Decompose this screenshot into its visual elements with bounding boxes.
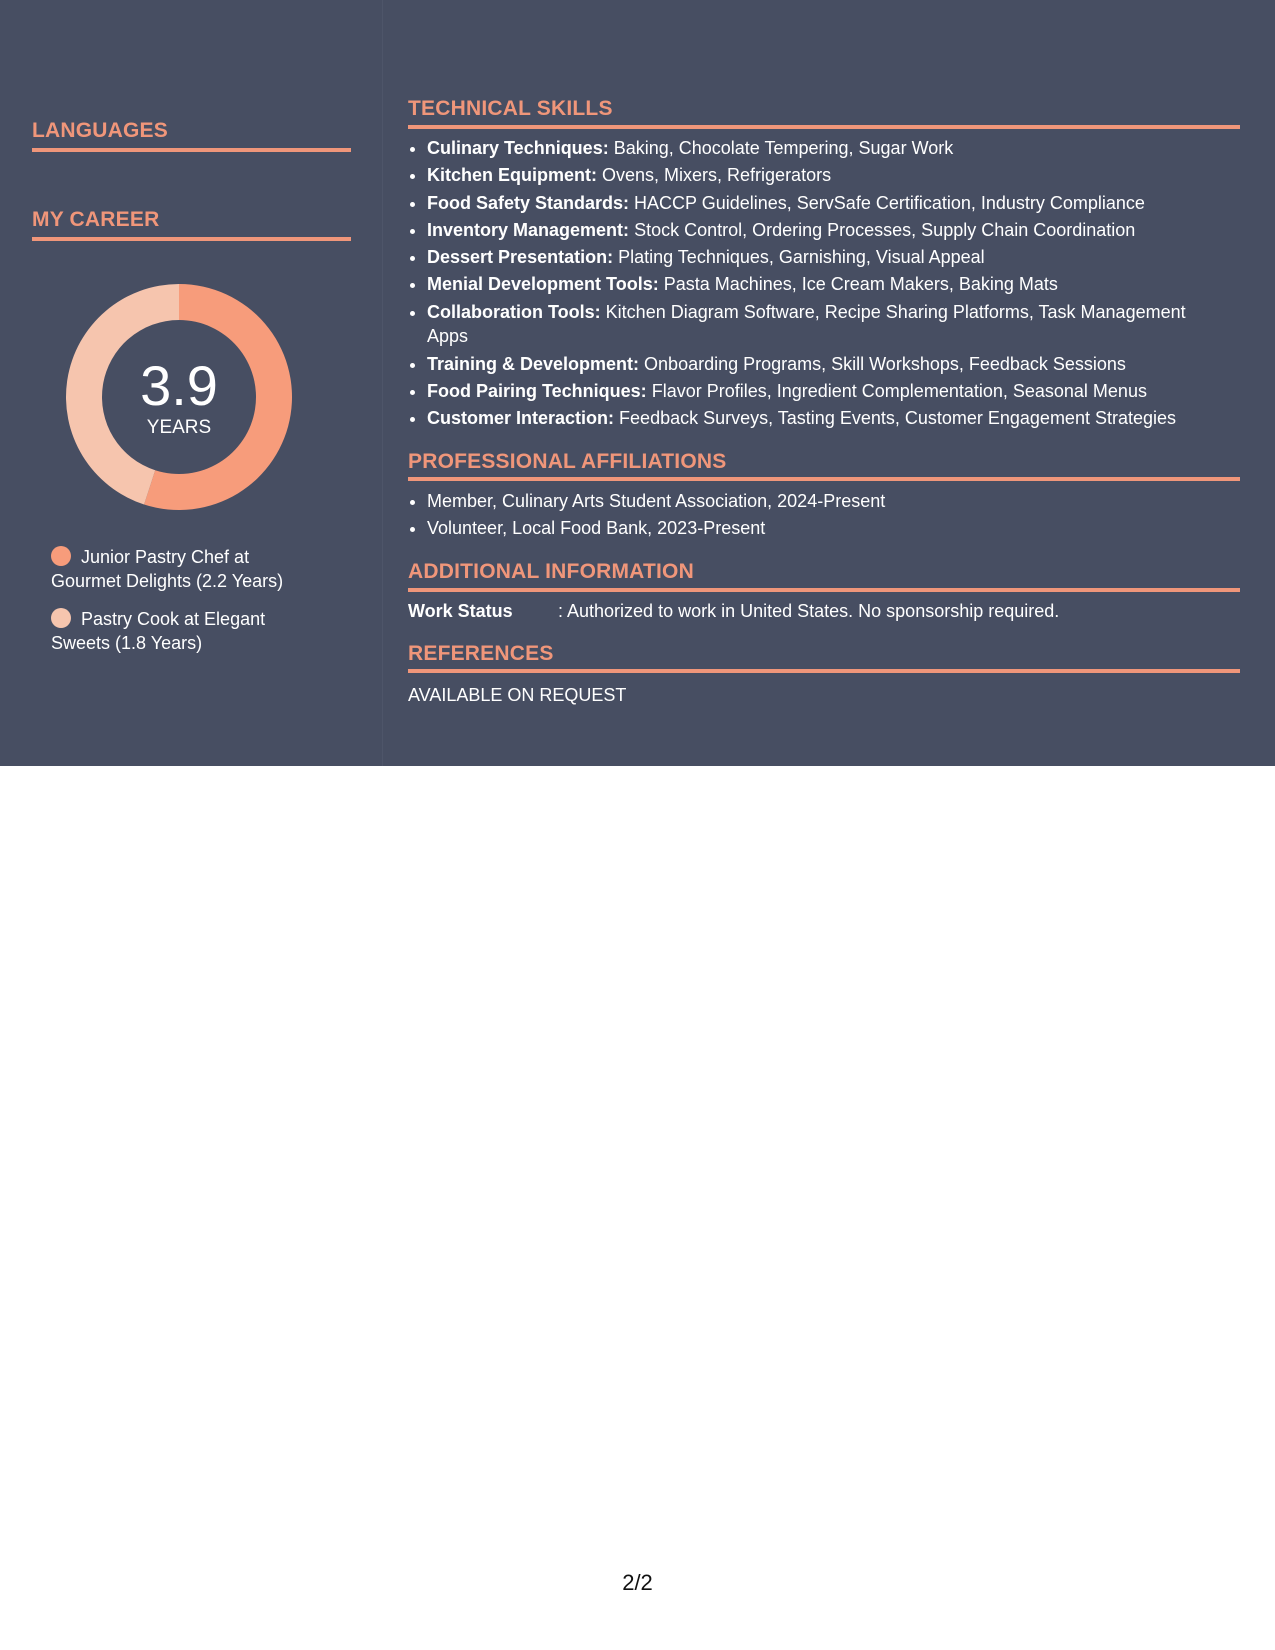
legend-label: Junior Pastry Chef at Gourmet Delights (2.2 Years) [51,547,284,591]
donut-center [66,284,292,510]
skill-label: Training & Development: [427,353,640,374]
sidebar [0,0,383,766]
main-content [408,0,1240,766]
skill-item [427,352,1227,377]
skill-item [427,406,1227,431]
skill-label: Customer Interaction: [427,408,615,429]
skill-value: Pasta Machines, Ice Cream Makers, Baking Mats [663,274,1058,295]
languages-title: LANGUAGES [32,119,168,142]
skill-item [427,272,1227,297]
skill-value: Flavor Profiles, Ingredient Complementation, Seasonal Menus [651,380,1147,401]
legend-dot-junior [51,546,71,566]
work-status-row [408,599,1240,623]
affiliations-title: PROFESSIONAL AFFILIATIONS [408,450,727,473]
page-number: 2/2 [622,1570,653,1595]
skill-label: Culinary Techniques: [427,138,609,158]
career-title: MY CAREER [32,208,160,231]
affiliations-list [408,489,1227,544]
skill-label: Collaboration Tools: [427,301,601,322]
skill-value: Feedback Surveys, Tasting Events, Customer Engagement Strategies [619,408,1177,429]
skill-item [427,379,1227,404]
technical-skills-list [408,136,1227,433]
references-rule [408,669,1240,673]
legend-label: Pastry Cook at Elegant Sweets (1.8 Years) [51,609,266,653]
languages-rule [32,148,351,152]
skill-value: Kitchen Diagram Software, Recipe Sharing Platforms, Task Management Apps [427,301,1186,347]
skill-value: Ovens, Mixers, Refrigerators [602,165,832,186]
skill-item [427,300,1227,349]
additional-info-rule [408,588,1240,592]
affiliation-item: • Volunteer, Local Food Bank, 2023-Present [427,516,1227,541]
skill-item [427,163,1227,188]
affiliation-item: • Member, Culinary Arts Student Association, 2024-Present [427,489,1227,514]
legend-dot-cook [51,608,71,628]
affiliations-rule [408,477,1240,481]
references-text: AVAILABLE ON REQUEST [408,685,627,705]
career-rule [32,237,351,241]
skill-label: Dessert Presentation: [427,247,614,268]
technical-skills-title: TECHNICAL SKILLS [408,97,613,120]
legend-item [51,545,311,593]
skill-label: Food Safety Standards: [427,192,630,213]
skill-value: HACCP Guidelines, ServSafe Certification, Industry Compliance [634,192,1145,213]
work-status-label: Work Status [408,601,513,621]
skill-value: Plating Techniques, Garnishing, Visual Appeal [618,247,985,268]
skill-label: Inventory Management: [427,219,630,240]
skill-item [427,245,1227,270]
skill-value: Onboarding Programs, Skill Workshops, Feedback Sessions [644,353,1126,374]
work-status-value: : Authorized to work in United States. No sponsorship required. [558,601,1060,621]
skill-label: Food Pairing Techniques: [427,380,647,401]
legend-item [51,607,311,655]
skill-item [427,218,1227,243]
technical-skills-rule [408,125,1240,129]
skill-label: Kitchen Equipment: [427,165,597,186]
skill-label: Menial Development Tools: [427,274,659,295]
donut-total-value: 3.9 [140,354,218,417]
career-donut-chart [66,284,292,510]
skill-item [427,191,1227,216]
skill-item [427,136,1227,161]
skill-value: Stock Control, Ordering Processes, Supply Chain Coordination [634,219,1136,240]
additional-info-title: ADDITIONAL INFORMATION [408,560,694,583]
donut-total-unit: YEARS [146,417,212,438]
references-title: REFERENCES [408,642,554,665]
skill-value: Baking, Chocolate Tempering, Sugar Work [613,138,954,158]
